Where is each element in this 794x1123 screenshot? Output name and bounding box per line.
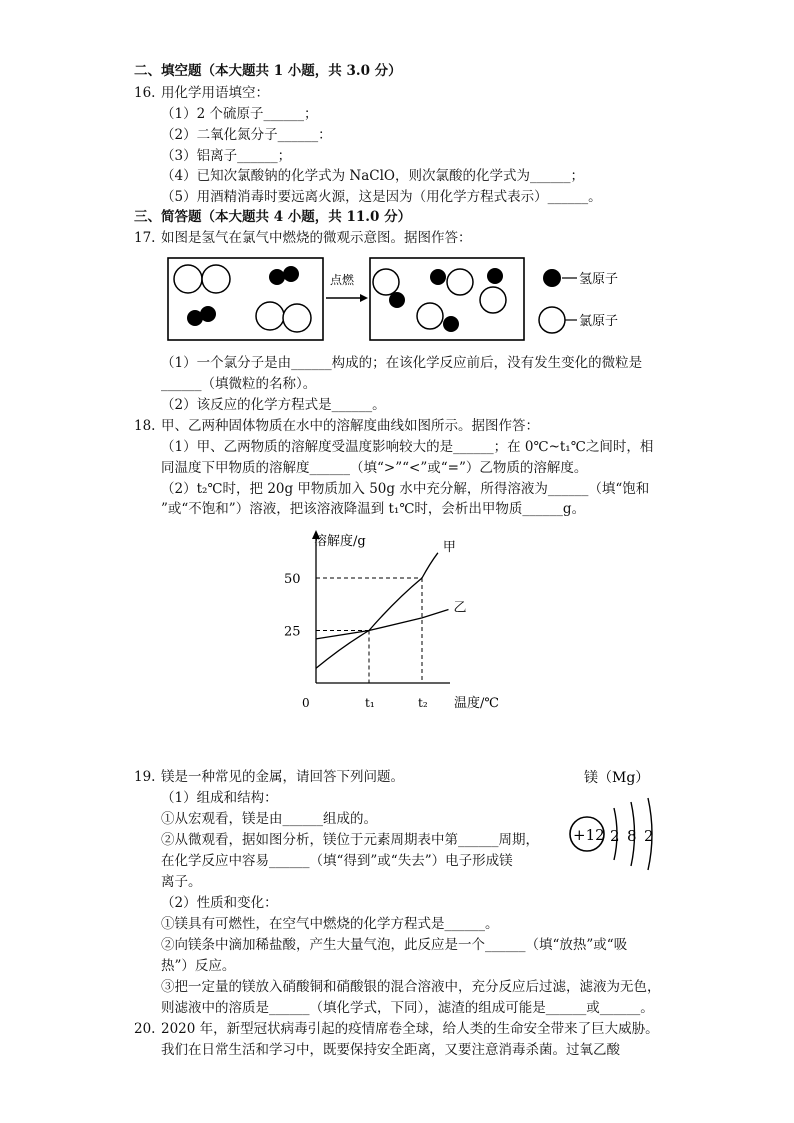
x-axis-label: 温度/℃ xyxy=(454,696,499,711)
shell-electrons: 2 xyxy=(610,827,620,845)
question-line: 甲、乙两种固体物质在水中的溶解度曲线如图所示。据图作答： xyxy=(161,418,539,434)
legend-chlorine: 氯原子 xyxy=(579,314,619,329)
series-line xyxy=(316,553,438,669)
x-tick-label: t₁ xyxy=(365,696,375,710)
series-line xyxy=(316,610,449,639)
y-tick-label: 25 xyxy=(284,624,301,640)
question-item: （1）2 个硫原子______； xyxy=(161,106,318,122)
question-number: 19. xyxy=(134,769,156,785)
question-line: ②向镁条中滴加稀盐酸，产生大量气泡，此反应是一个______（填“放热”或“吸 xyxy=(161,937,628,953)
question-line: （2）性质和变化： xyxy=(161,895,278,911)
section-heading: 三、简答题（本大题共 4 小题，共 11.0 分） xyxy=(134,209,412,225)
element-label: 镁（Mg） xyxy=(584,770,650,786)
question-line: ”或“不饱和”）溶液，把该溶液降温到 t₁℃时，会析出甲物质______g。 xyxy=(161,501,586,517)
question-line: 同温度下甲物质的溶解度______（填“>”“<”或“=”）乙物质的溶解度。 xyxy=(161,460,588,476)
question-item: （4）已知次氯酸钠的化学式为 NaClO，则次氯酸的化学式为______； xyxy=(161,168,584,184)
magnesium-atom-diagram xyxy=(562,764,672,874)
question-number: 16. xyxy=(134,85,156,101)
question-line: ③把一定量的镁放入硝酸铜和硝酸银的混合溶液中，充分反应后过滤，滤液为无色， xyxy=(161,979,661,995)
question-item: （3）铝离子______； xyxy=(161,148,292,164)
x-tick-label: 0 xyxy=(302,696,310,710)
question-item: （1）一个氯分子是由______构成的；在该化学反应前后，没有发生变化的微粒是 xyxy=(161,355,643,371)
solubility-chart xyxy=(270,525,530,720)
question-item: （5）用酒精消毒时要远离火源，这是因为（用化学方程式表示）______。 xyxy=(161,189,602,205)
question-stem: 用化学用语填空： xyxy=(161,85,269,101)
series-label: 甲 xyxy=(442,539,456,555)
y-tick-label: 50 xyxy=(284,572,301,587)
section-heading: 二、填空题（本大题共 1 小题，共 3.0 分） xyxy=(134,63,402,79)
molecule-diagram xyxy=(160,254,640,346)
x-tick-label: t₂ xyxy=(418,696,428,710)
question-stem: 如图是氢气在氯气中燃烧的微观示意图。据图作答： xyxy=(161,230,472,246)
series-label: 乙 xyxy=(453,600,467,616)
question-line: 在化学反应中容易______（填“得到”或“失去”）电子形成镁 xyxy=(161,853,513,869)
question-number: 20. xyxy=(134,1021,156,1037)
question-line: （1）组成和结构： xyxy=(161,790,278,806)
y-axis-label: 溶解度/g xyxy=(314,534,366,549)
question-line: 则滤液中的溶质是______（填化学式，下同），滤渣的组成可能是______或______。 xyxy=(161,1000,654,1016)
question-line: 离子。 xyxy=(161,874,202,890)
question-item: ______（填微粒的名称）。 xyxy=(161,376,317,392)
shell-electrons: 2 xyxy=(644,827,654,845)
nucleus-charge: +12 xyxy=(573,826,605,844)
question-item: （2）该反应的化学方程式是______。 xyxy=(161,397,386,413)
question-line: （1）甲、乙两物质的溶解度受温度影响较大的是______；在 0℃~t₁℃之间时，相 xyxy=(161,439,654,455)
question-line: ①从宏观看，镁是由______组成的。 xyxy=(161,811,377,827)
question-line: 我们在日常生活和学习中，既要保持安全距离，又要注意消毒杀菌。过氧乙酸 xyxy=(161,1042,620,1058)
question-line: （2）t₂℃时，把 20g 甲物质加入 50g 水中充分解，所得溶液为______（填“饱和 xyxy=(161,481,650,497)
question-item: （2）二氧化氮分子______： xyxy=(161,127,332,143)
question-line: 热”）反应。 xyxy=(161,958,236,974)
question-stem: 镁是一种常见的金属，请回答下列问题。 xyxy=(161,769,404,785)
legend-hydrogen: 氢原子 xyxy=(579,272,619,287)
arrow-label: 点燃 xyxy=(330,273,355,287)
question-line: ②从微观看，据如图分析，镁位于元素周期表中第______周期， xyxy=(161,832,539,848)
question-line: ①镁具有可燃性，在空气中燃烧的化学方程式是______。 xyxy=(161,916,499,932)
shell-electrons: 8 xyxy=(627,827,637,845)
question-number: 18. xyxy=(134,418,156,434)
question-line: 2020 年，新型冠状病毒引起的疫情席卷全球，给人类的生命安全带来了巨大威胁。 xyxy=(161,1021,659,1037)
question-number: 17. xyxy=(134,230,156,246)
